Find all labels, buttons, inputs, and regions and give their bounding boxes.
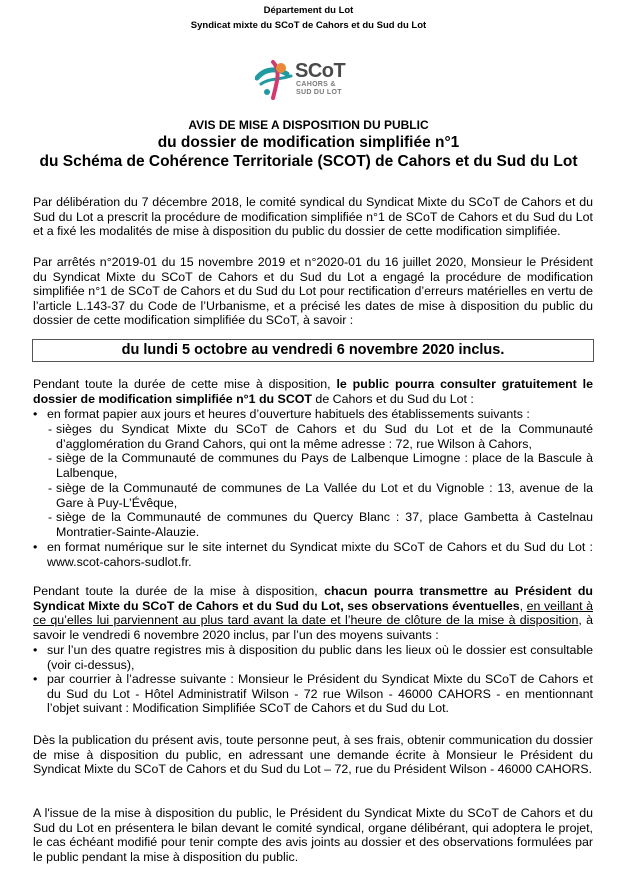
header-syndicate: Syndicat mixte du SCoT de Cahors et du Sud du Lot xyxy=(190,20,427,31)
scot-logo-mark-icon xyxy=(255,58,295,102)
dash-icon: - xyxy=(48,422,53,436)
sub-item-lalbenque: - siège de la Communauté de communes du Pays de Lalbenque Limogne : place de la Bascule à Lalbenque, xyxy=(48,451,593,480)
sub-item-grand-cahors: - sièges du Syndicat Mixte du SCoT de Cahors et du Sud du Lot et de la Communauté d’agglomération du Grand Cahors, qui ont la même adresse : 72, rue Wilson à Cahors, xyxy=(48,422,593,451)
scot-logo xyxy=(255,58,365,102)
dates-box xyxy=(32,339,594,362)
bullet-icon: • xyxy=(33,407,38,421)
bullet-icon: • xyxy=(33,672,38,686)
paragraph-deliberation: Par délibération du 7 décembre 2018, le comité syndical du Syndicat Mixte du SCoT de Cahors et du Sud du Lot a prescrit la procédure de modification simplifiée n°1 de SCoT de Cahors et du Sud du Lot et a fixé les modalités de mise à disposition du public du dossier de cette modification simplifiée. xyxy=(33,195,593,239)
notice-subject: du Schéma de Cohérence Territoriale (SCOT) de Cahors et du Sud du Lot xyxy=(39,153,578,170)
bullet-icon: • xyxy=(33,643,38,657)
bullet-icon: • xyxy=(33,540,38,554)
dash-icon: - xyxy=(48,481,53,495)
dash-icon: - xyxy=(48,451,53,465)
logo-subtitle-2: SUD DU LOT xyxy=(296,89,342,96)
bullet-registers: • sur l’un des quatre registres mis à disposition du public dans les lieux où le dossier est consultable (voir ci-dessus), xyxy=(33,643,593,672)
bullet-mail: • par courrier à l’adresse suivante : Monsieur le Président du Syndicat Mixte du SCoT de Cahors et du Sud du Lot - Hôtel Administratif Wilson - 72 rue Wilson - 46000 CAHORS - en mentionnant l’objet suivant : Modification Simplifiée SCoT de Cahors et du Sud du Lot. xyxy=(33,672,593,716)
paragraph-arretes: Par arrêtés n°2019-01 du 15 novembre 2019 et n°2020-01 du 16 juillet 2020, Monsieur le Président du Syndicat Mixte du SCoT de Cahors et du Sud du Lot a engagé la procédure de modification simplifiée n°1 de SCoT de Cahors et du Sud du Lot pour rectification d’erreurs matérielles en vertu de l’article L.143-37 du Code de l’Urbanisme, et a précisé les dates de mise à disposition du public du dossier de cette modification simplifiée du SCoT, à savoir : xyxy=(33,255,593,328)
dates-text: du lundi 5 octobre au vendredi 6 novembre 2020 inclus. xyxy=(121,342,505,358)
notice-subtitle: du dossier de modification simplifiée n°1 xyxy=(157,134,460,151)
sub-item-quercy-blanc: - siège de la Communauté de communes du Quercy Blanc : 37, place Gambetta à Castelnau Montratier-Sainte-Alauzie. xyxy=(48,510,593,539)
bullet-digital-format: • en format numérique sur le site internet du Syndicat mixte du SCoT de Cahors et du Sud du Lot : www.scot-cahors-sudlot.fr. xyxy=(33,540,593,569)
paragraph-outcome: A l'issue de la mise à disposition du public, le Président du Syndicat Mixte du SCoT de Cahors et du Sud du Lot en présentera le bilan devant le comité syndical, organe délibérant, qui adoptera le projet, le cas échéant modifié pour tenir compte des avis joints au dossier et des observations formulées par le public pendant la mise à disposition du public. xyxy=(33,806,593,864)
logo-subtitle-1: CAHORS & xyxy=(296,81,336,88)
sub-item-vallee-du-lot: - siège de la Communauté de communes de La Vallée du Lot et du Vignoble : 13, avenue de la Gare à Puy-L’Évêque, xyxy=(48,481,593,510)
paragraph-observations: Pendant toute la durée de la mise à disposition, chacun pourra transmettre au Président du Syndicat Mixte du SCoT de Cahors et du Sud du Lot, ses observations éventuelles, en veillant à ce qu’elles lui parviennent au plus tard avant la date et l’heure de clôture de la mise à disposition, à savoir le vendredi 6 novembre 2020 inclus, par l’un des moyens suivants : xyxy=(33,584,593,642)
dash-icon: - xyxy=(48,510,53,524)
paragraph-consultation: Pendant toute la durée de cette mise à disposition, le public pourra consulter gratuitement le dossier de modification simplifiée n°1 du SCOT de Cahors et du Sud du Lot : xyxy=(33,377,593,406)
bullet-paper-format: • en format papier aux jours et heures d’ouverture habituels des établissements suivants : xyxy=(33,407,530,421)
logo-name: SCoT xyxy=(295,60,346,82)
paragraph-communication: Dès la publication du présent avis, toute personne peut, à ses frais, obtenir communication du dossier de mise à disposition du public, en adressant une demande écrite à Monsieur le Président du Syndicat Mixte du SCoT de Cahors et du Sud du Lot – 72, rue du Président Wilson - 46000 CAHORS. xyxy=(33,733,593,777)
notice-title: AVIS DE MISE A DISPOSITION DU PUBLIC xyxy=(188,118,429,132)
header-department: Département du Lot xyxy=(263,5,354,16)
